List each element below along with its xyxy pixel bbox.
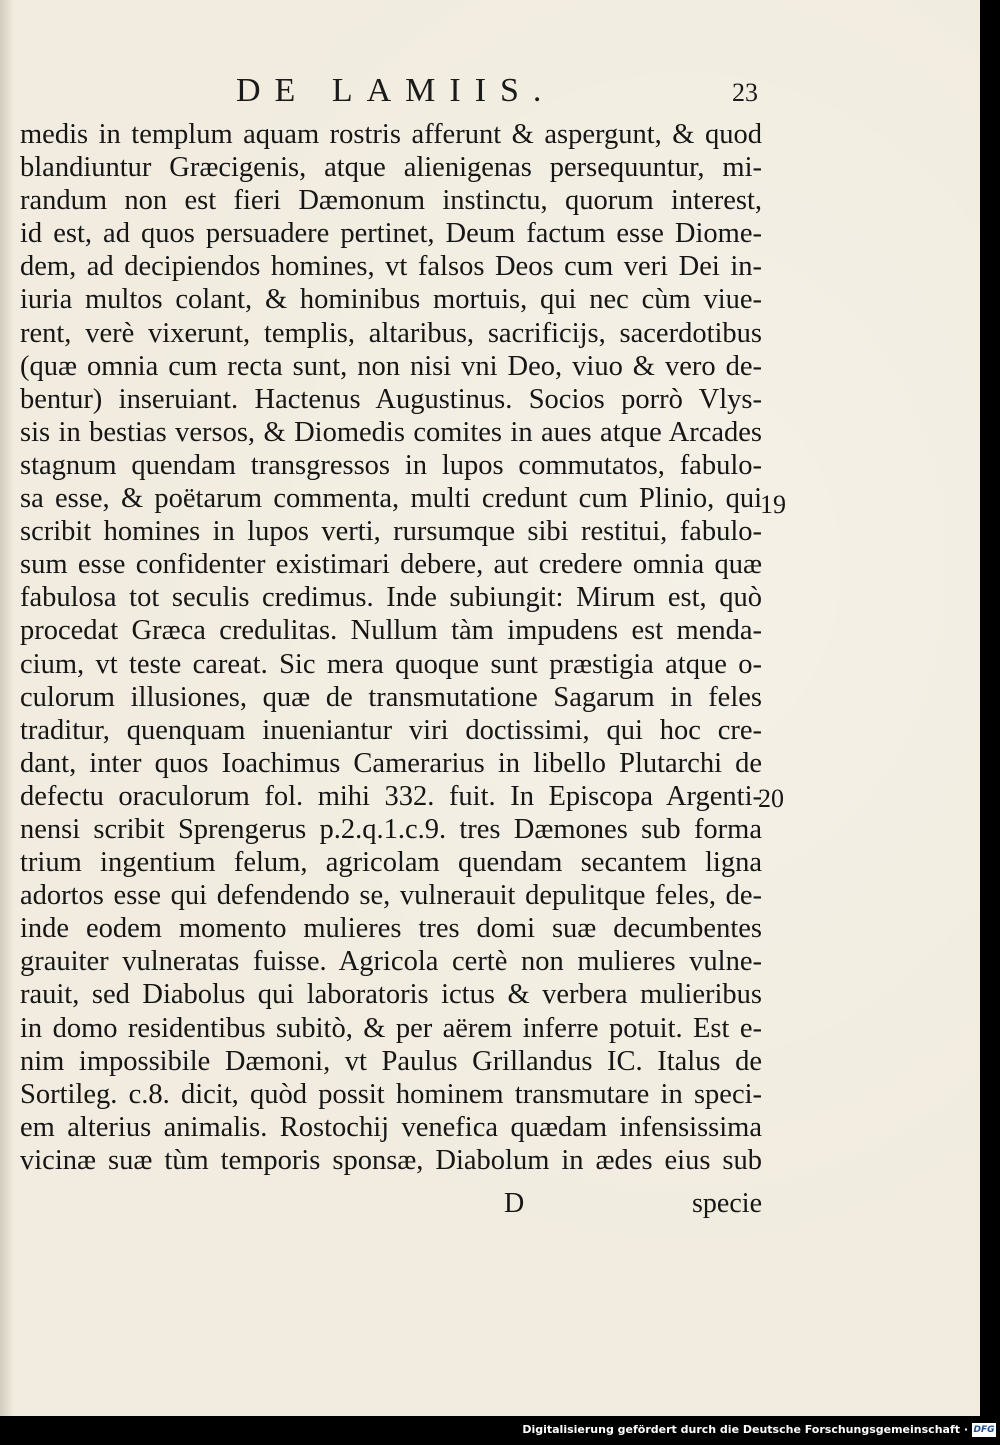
text-line: traditur, quenquam inueniantur viri doctissimi, qui hoc cre- xyxy=(20,714,762,746)
text-line: procedat Græca credulitas. Nullum tàm impudens est menda- xyxy=(20,615,762,647)
page-header xyxy=(0,72,980,112)
text-line: fabulosa tot seculis credimus. Inde subiungit: Mirum est, quò xyxy=(20,582,762,614)
text-line: em alterius animalis. Rostochij venefica quædam infensissima xyxy=(20,1111,762,1143)
text-line: (quæ omnia cum recta sunt, non nisi vni Deo, viuo & vero de- xyxy=(20,350,762,382)
text-line: adortos esse qui defendendo se, vulnerauit depulitque feles, de- xyxy=(20,880,762,912)
text-line: culorum illusiones, quæ de transmutatione Sagarum in feles xyxy=(20,681,762,713)
page-number: 23 xyxy=(732,78,758,107)
text-line: bentur) inseruiant. Hactenus Augustinus. Socios porrò Vlys- xyxy=(20,383,762,415)
text-line: trium ingentium felum, agricolam quendam secantem ligna xyxy=(20,847,762,879)
text-line: dant, inter quos Ioachimus Camerarius in libello Plutarchi de xyxy=(20,747,762,779)
text-line: sa esse, & poëtarum commenta, multi credunt cum Plinio, qui xyxy=(20,483,762,515)
page-footer xyxy=(20,1188,762,1224)
running-title: DE LAMIIS. xyxy=(236,72,556,109)
funding-bar xyxy=(0,1417,1000,1445)
text-line: scribit homines in lupos verti, rursumque sibi restitui, fabulo- xyxy=(20,516,762,548)
text-line: nensi scribit Sprengerus p.2.q.1.c.9. tres Dæmones sub forma xyxy=(20,813,762,845)
margin-note-19: 19 xyxy=(760,490,786,519)
text-line: Sortileg. c.8. dicit, quòd possit hominem transmutare in speci- xyxy=(20,1078,762,1110)
text-line: nim impossibile Dæmoni, vt Paulus Grillandus IC. Italus de xyxy=(20,1045,762,1077)
text-line: rent, verè vixerunt, templis, altaribus, sacrificijs, sacerdotibus xyxy=(20,317,762,349)
funding-credit: Digitalisierung gefördert durch die Deutsche Forschungsgemeinschaft · xyxy=(522,1423,968,1436)
dfg-logo-icon: DFG xyxy=(973,1425,995,1435)
text-line: defectu oraculorum fol. mihi 332. fuit. In Episcopa Argenti- xyxy=(20,780,762,812)
text-line: grauiter vulneratas fuisse. Agricola certè non mulieres vulne- xyxy=(20,946,762,978)
text-line: stagnum quendam transgressos in lupos commutatos, fabulo- xyxy=(20,449,762,481)
text-line: sum esse confidenter existimari debere, aut credere omnia quæ xyxy=(20,549,762,581)
catchword: specie xyxy=(692,1188,762,1219)
text-line: dem, ad decipiendos homines, vt falsos Deos cum veri Dei in- xyxy=(20,251,762,283)
text-line: rauit, sed Diabolus qui laboratoris ictus & verbera mulieribus xyxy=(20,979,762,1011)
text-line: randum non est fieri Dæmonum instinctu, quorum interest, xyxy=(20,185,762,217)
margin-note-20: 20 xyxy=(758,784,784,813)
text-line: in domo residentibus subitò, & per aërem inferre potuit. Est e- xyxy=(20,1012,762,1044)
text-line: id est, ad quos persuadere pertinet, Deum factum esse Diome- xyxy=(20,218,762,250)
text-line: blandiuntur Græcigenis, atque alienigenas persequuntur, mi- xyxy=(20,152,762,184)
body-text xyxy=(20,118,762,1177)
text-line: inde eodem momento mulieres tres domi suæ decumbentes xyxy=(20,913,762,945)
signature-mark: D xyxy=(504,1188,525,1219)
text-line: iuria multos colant, & hominibus mortuis, qui nec cùm viue- xyxy=(20,284,762,316)
text-line: cium, vt teste careat. Sic mera quoque sunt præstigia atque o- xyxy=(20,648,762,680)
text-line: medis in templum aquam rostris afferunt & aspergunt, & quod xyxy=(20,119,762,150)
text-line: vicinæ suæ tùm temporis sponsæ, Diabolum in ædes eius sub xyxy=(20,1144,762,1176)
text-line: sis in bestias versos, & Diomedis comites in aues atque Arcades xyxy=(20,416,762,448)
